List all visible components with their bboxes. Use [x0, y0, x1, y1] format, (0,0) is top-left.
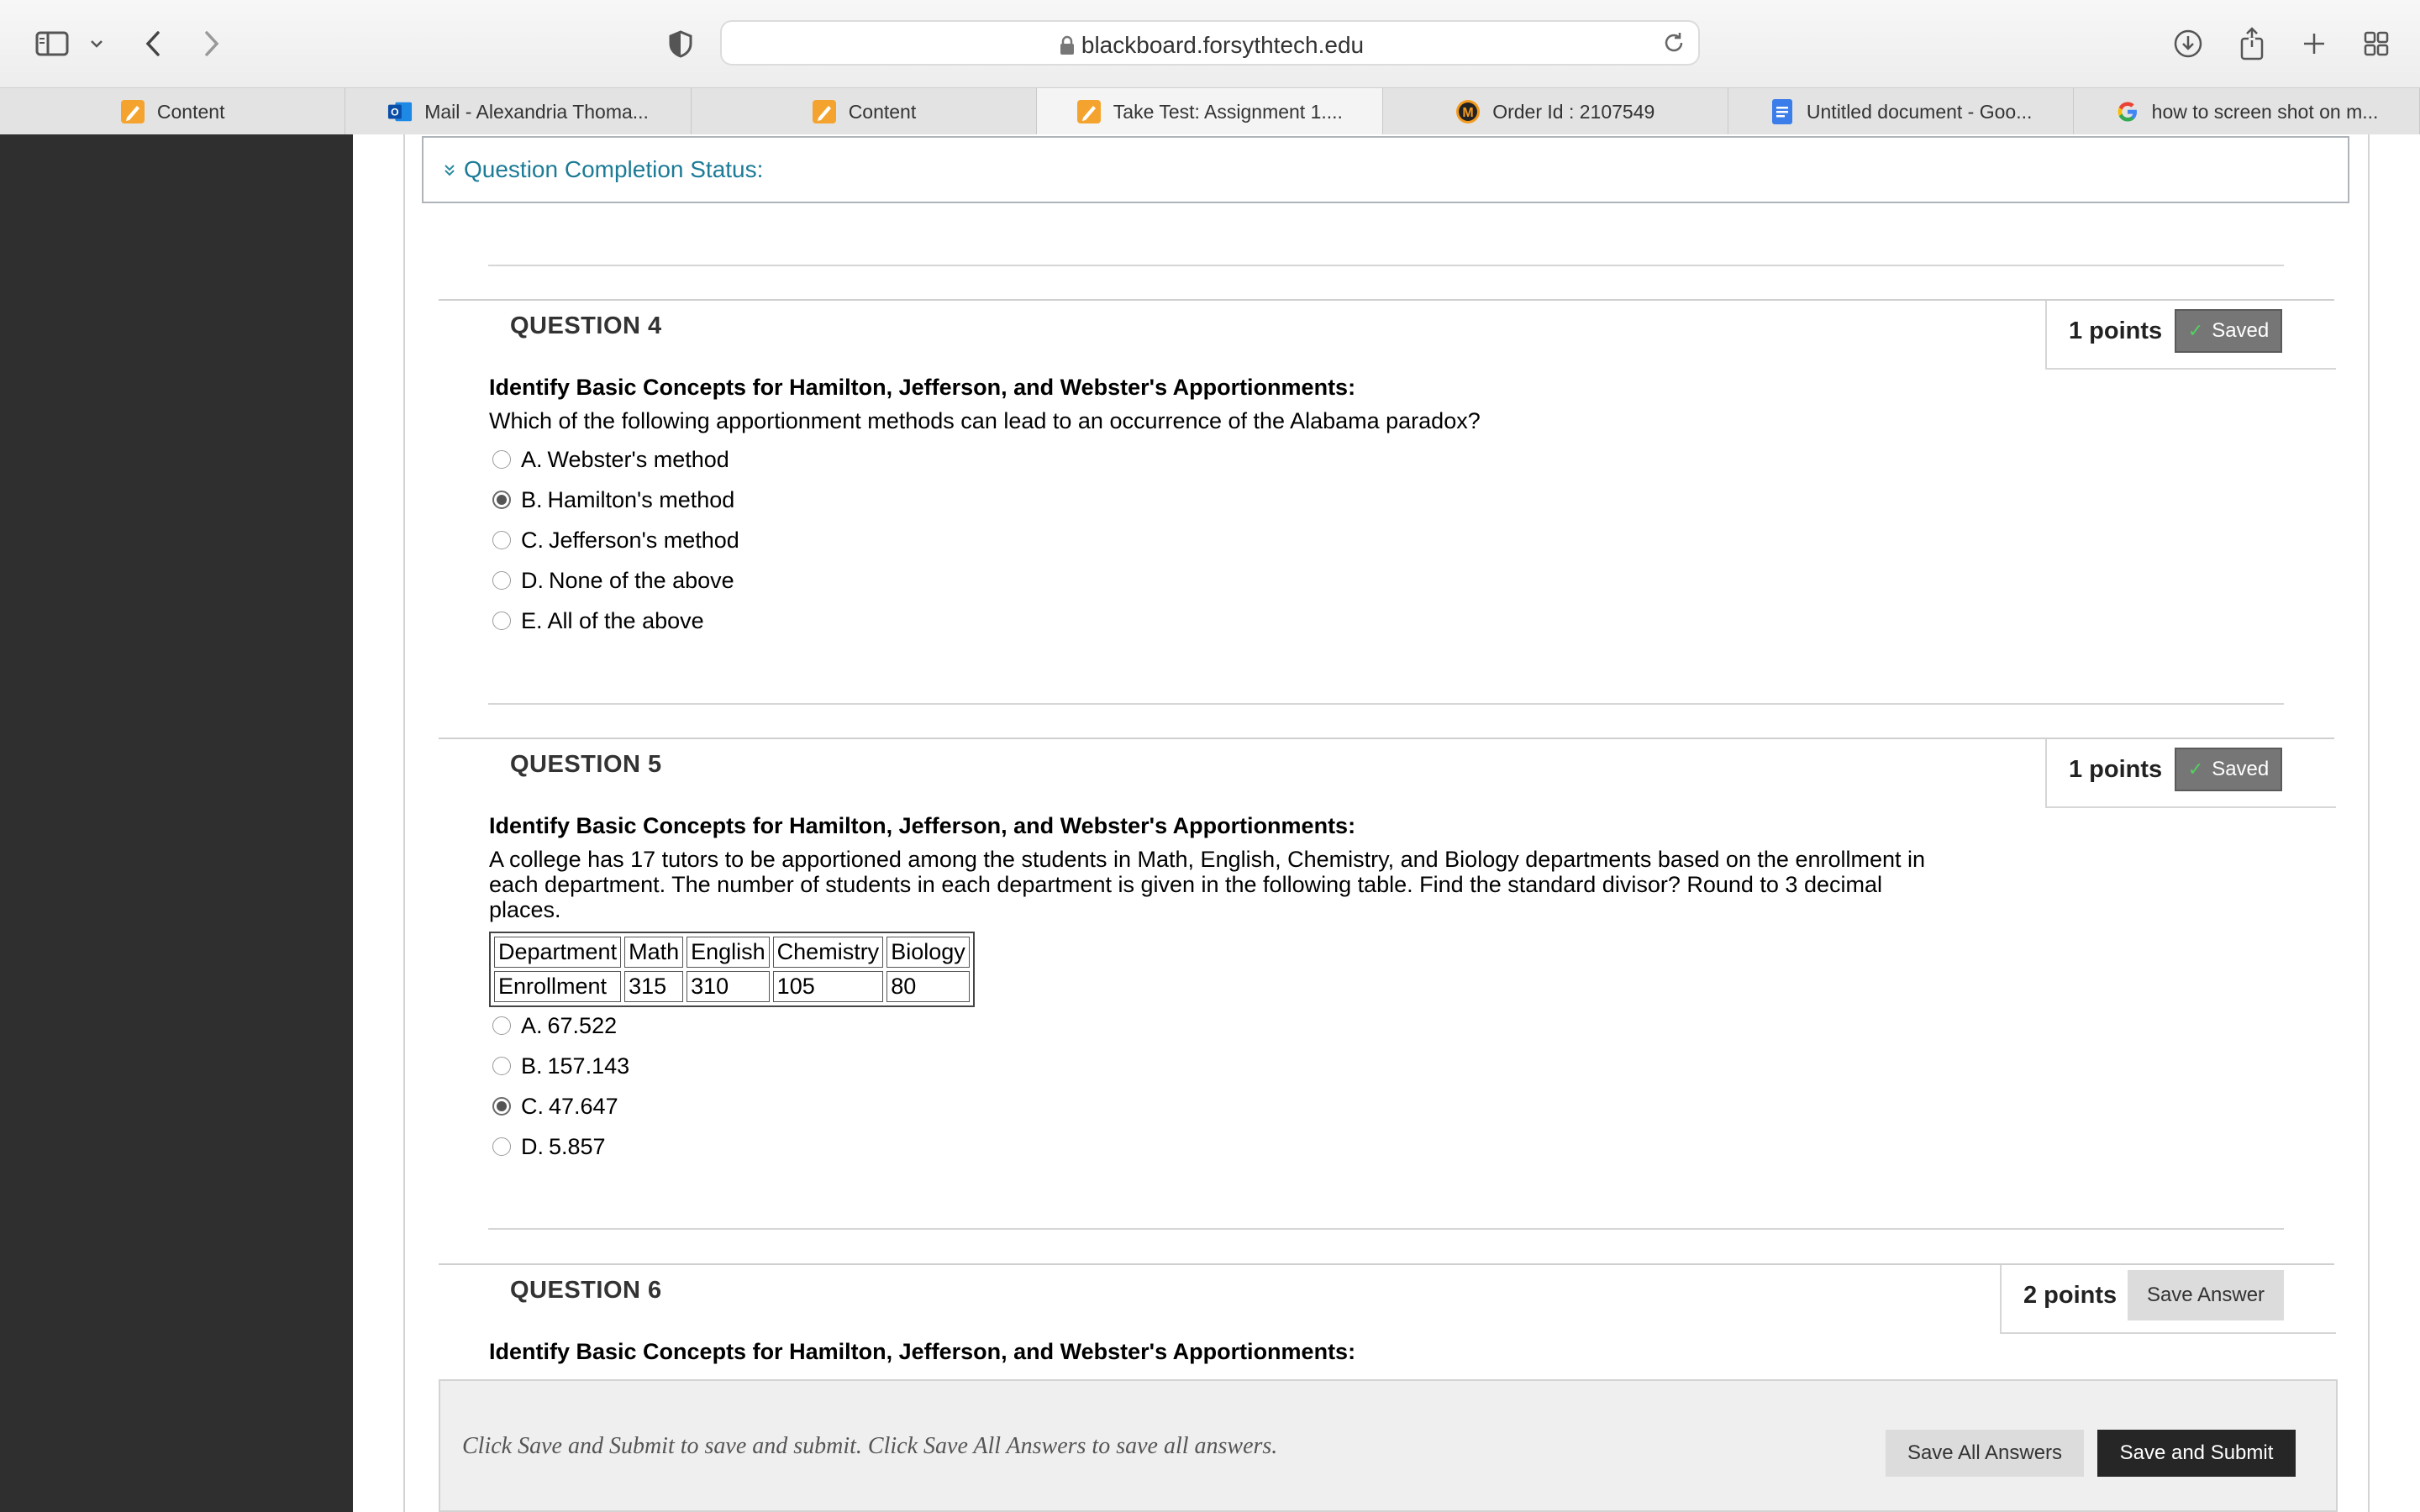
tab-label: Content: [156, 100, 225, 123]
table-cell: 310: [687, 971, 770, 1002]
table-cell: Chemistry: [773, 937, 884, 968]
divider: [488, 703, 2284, 705]
answer-option[interactable]: [492, 1052, 629, 1080]
submit-instructions: Click Save and Submit to save and submit. Click Save All Answers to save all answers.: [462, 1433, 1278, 1459]
option-letter: A.: [521, 446, 543, 472]
tab-take-test[interactable]: [1037, 88, 1382, 135]
question-completion-status[interactable]: [422, 136, 2349, 203]
radio-button[interactable]: [492, 571, 511, 590]
tab-content-2[interactable]: [692, 88, 1037, 135]
option-text: 5.857: [549, 1133, 606, 1159]
table-cell: Department: [494, 937, 621, 968]
tab-content-1[interactable]: [0, 88, 345, 135]
option-text: Hamilton's method: [547, 486, 735, 512]
google-icon: [2115, 99, 2140, 124]
table-row: [494, 971, 970, 1002]
divider: [488, 265, 2284, 266]
status-label: Question Completion Status:: [464, 156, 764, 182]
table-cell: English: [687, 937, 770, 968]
pencil-doc-icon: [1076, 99, 1102, 124]
save-and-submit-button[interactable]: Save and Submit: [2097, 1430, 2296, 1477]
tab-strip: [0, 87, 2420, 136]
tab-label: Take Test: Assignment 1....: [1113, 100, 1343, 123]
points-label: 1 points: [2069, 756, 2163, 783]
radio-button[interactable]: [492, 1057, 511, 1075]
option-letter: E.: [521, 607, 543, 633]
tab-label: Order Id : 2107549: [1492, 100, 1655, 123]
svg-text:M: M: [1462, 106, 1474, 120]
option-letter: B.: [521, 486, 543, 512]
radio-button-selected[interactable]: [492, 1097, 511, 1116]
tab-label: Content: [848, 100, 917, 123]
tab-mail[interactable]: [345, 88, 691, 135]
question-4-title: QUESTION 4: [510, 312, 662, 339]
question-6-points-box: [2000, 1265, 2336, 1334]
answer-option[interactable]: [492, 526, 739, 554]
reload-icon[interactable]: [1661, 30, 1686, 60]
saved-label: Saved: [2212, 758, 2270, 780]
option-letter: D.: [521, 1133, 544, 1159]
question-5-text-line: each department. The number of students in each department is given in the following table. Find the standard divisor? Round to 3 decimal: [489, 872, 1882, 897]
option-letter: C.: [521, 527, 544, 553]
table-cell: Biology: [886, 937, 970, 968]
option-text: None of the above: [549, 567, 734, 593]
content-border-right: [2368, 134, 2370, 1512]
double-chevron-down-icon: [444, 163, 455, 182]
check-icon: ✓: [2187, 759, 2204, 780]
option-text: 47.647: [549, 1093, 618, 1119]
tab-label: Mail - Alexandria Thoma...: [424, 100, 649, 123]
divider: [488, 1228, 2284, 1230]
radio-button[interactable]: [492, 1016, 511, 1035]
save-all-answers-button[interactable]: Save All Answers: [1886, 1430, 2084, 1477]
option-text: Webster's method: [547, 446, 729, 472]
tab-label: Untitled document - Goo...: [1806, 100, 2033, 123]
new-tab-icon[interactable]: [2296, 22, 2333, 66]
share-icon[interactable]: [2233, 22, 2270, 66]
save-answer-button[interactable]: Save Answer: [2128, 1270, 2284, 1320]
question-6-heading: Identify Basic Concepts for Hamilton, Jefferson, and Webster's Apportionments:: [489, 1339, 1356, 1364]
answer-option[interactable]: [492, 486, 734, 514]
option-text: Jefferson's method: [549, 527, 739, 553]
question-5-title: QUESTION 5: [510, 751, 662, 778]
radio-button[interactable]: [492, 450, 511, 469]
option-letter: B.: [521, 1053, 543, 1079]
points-label: 2 points: [2023, 1282, 2118, 1309]
answer-option[interactable]: [492, 1132, 606, 1161]
address-bar[interactable]: [720, 20, 1700, 66]
svg-text:O: O: [391, 106, 399, 118]
option-text: 157.143: [547, 1053, 630, 1079]
tab-label: how to screen shot on m...: [2151, 100, 2379, 123]
course-sidebar: [0, 134, 353, 1512]
forward-arrow-icon[interactable]: [195, 22, 229, 66]
question-4-text: Which of the following apportionment methods can lead to an occurrence of the Alabama paradox?: [489, 408, 1481, 433]
table-cell: 315: [624, 971, 683, 1002]
pencil-doc-icon: [812, 99, 837, 124]
answer-option[interactable]: [492, 606, 704, 635]
answer-option[interactable]: [492, 566, 734, 595]
radio-button[interactable]: [492, 531, 511, 549]
question-5-text-line: places.: [489, 897, 561, 922]
question-5-heading: Identify Basic Concepts for Hamilton, Jefferson, and Webster's Apportionments:: [489, 813, 1356, 838]
radio-button[interactable]: [492, 612, 511, 630]
question-6-title: QUESTION 6: [510, 1277, 662, 1304]
pencil-doc-icon: [120, 99, 145, 124]
submit-footer: [439, 1379, 2338, 1512]
question-5-text-line: A college has 17 tutors to be apportioned among the students in Math, English, Chemistry, and Biology departments based on the enrollment in: [489, 847, 1926, 872]
question-5-points-box: [2045, 739, 2336, 808]
option-letter: C.: [521, 1093, 544, 1119]
answer-option[interactable]: [492, 1092, 618, 1121]
question-4-heading: Identify Basic Concepts for Hamilton, Jefferson, and Webster's Apportionments:: [489, 375, 1356, 400]
answer-option[interactable]: [492, 1011, 617, 1040]
chevron-down-icon[interactable]: [84, 22, 109, 66]
question-4-points-box: [2045, 301, 2336, 370]
points-label: 1 points: [2069, 318, 2163, 344]
saved-label: Saved: [2212, 319, 2270, 342]
outlook-icon: [387, 99, 413, 124]
m-logo-icon: [1455, 99, 1481, 124]
tab-overview-icon[interactable]: [2358, 22, 2395, 66]
option-text: All of the above: [547, 607, 704, 633]
table-header-row: [494, 937, 970, 968]
radio-button-selected[interactable]: [492, 491, 511, 509]
tab-google-search[interactable]: [2074, 88, 2419, 135]
option-text: 67.522: [547, 1012, 618, 1038]
url-text: blackboard.forsythtech.edu: [1081, 32, 1365, 58]
download-icon[interactable]: [2170, 22, 2207, 66]
table-cell: 80: [886, 971, 970, 1002]
back-arrow-icon[interactable]: [136, 22, 170, 66]
check-icon: ✓: [2187, 320, 2204, 341]
radio-button[interactable]: [492, 1137, 511, 1156]
table-cell: Enrollment: [494, 971, 621, 1002]
enrollment-table: [489, 932, 975, 1007]
option-letter: D.: [521, 567, 544, 593]
option-letter: A.: [521, 1012, 543, 1038]
browser-toolbar: [0, 0, 2420, 87]
tab-google-doc[interactable]: [1728, 88, 2074, 135]
tab-order[interactable]: [1383, 88, 1728, 135]
sidebar-toggle-icon[interactable]: [32, 22, 72, 66]
saved-status-button[interactable]: [2175, 309, 2282, 353]
google-docs-icon: [1770, 99, 1795, 124]
saved-status-button[interactable]: [2175, 748, 2282, 791]
content-border-left: [403, 134, 405, 1512]
answer-option[interactable]: [492, 445, 729, 474]
privacy-shield-icon[interactable]: [664, 22, 697, 66]
table-cell: 105: [773, 971, 884, 1002]
table-cell: Math: [624, 937, 683, 968]
